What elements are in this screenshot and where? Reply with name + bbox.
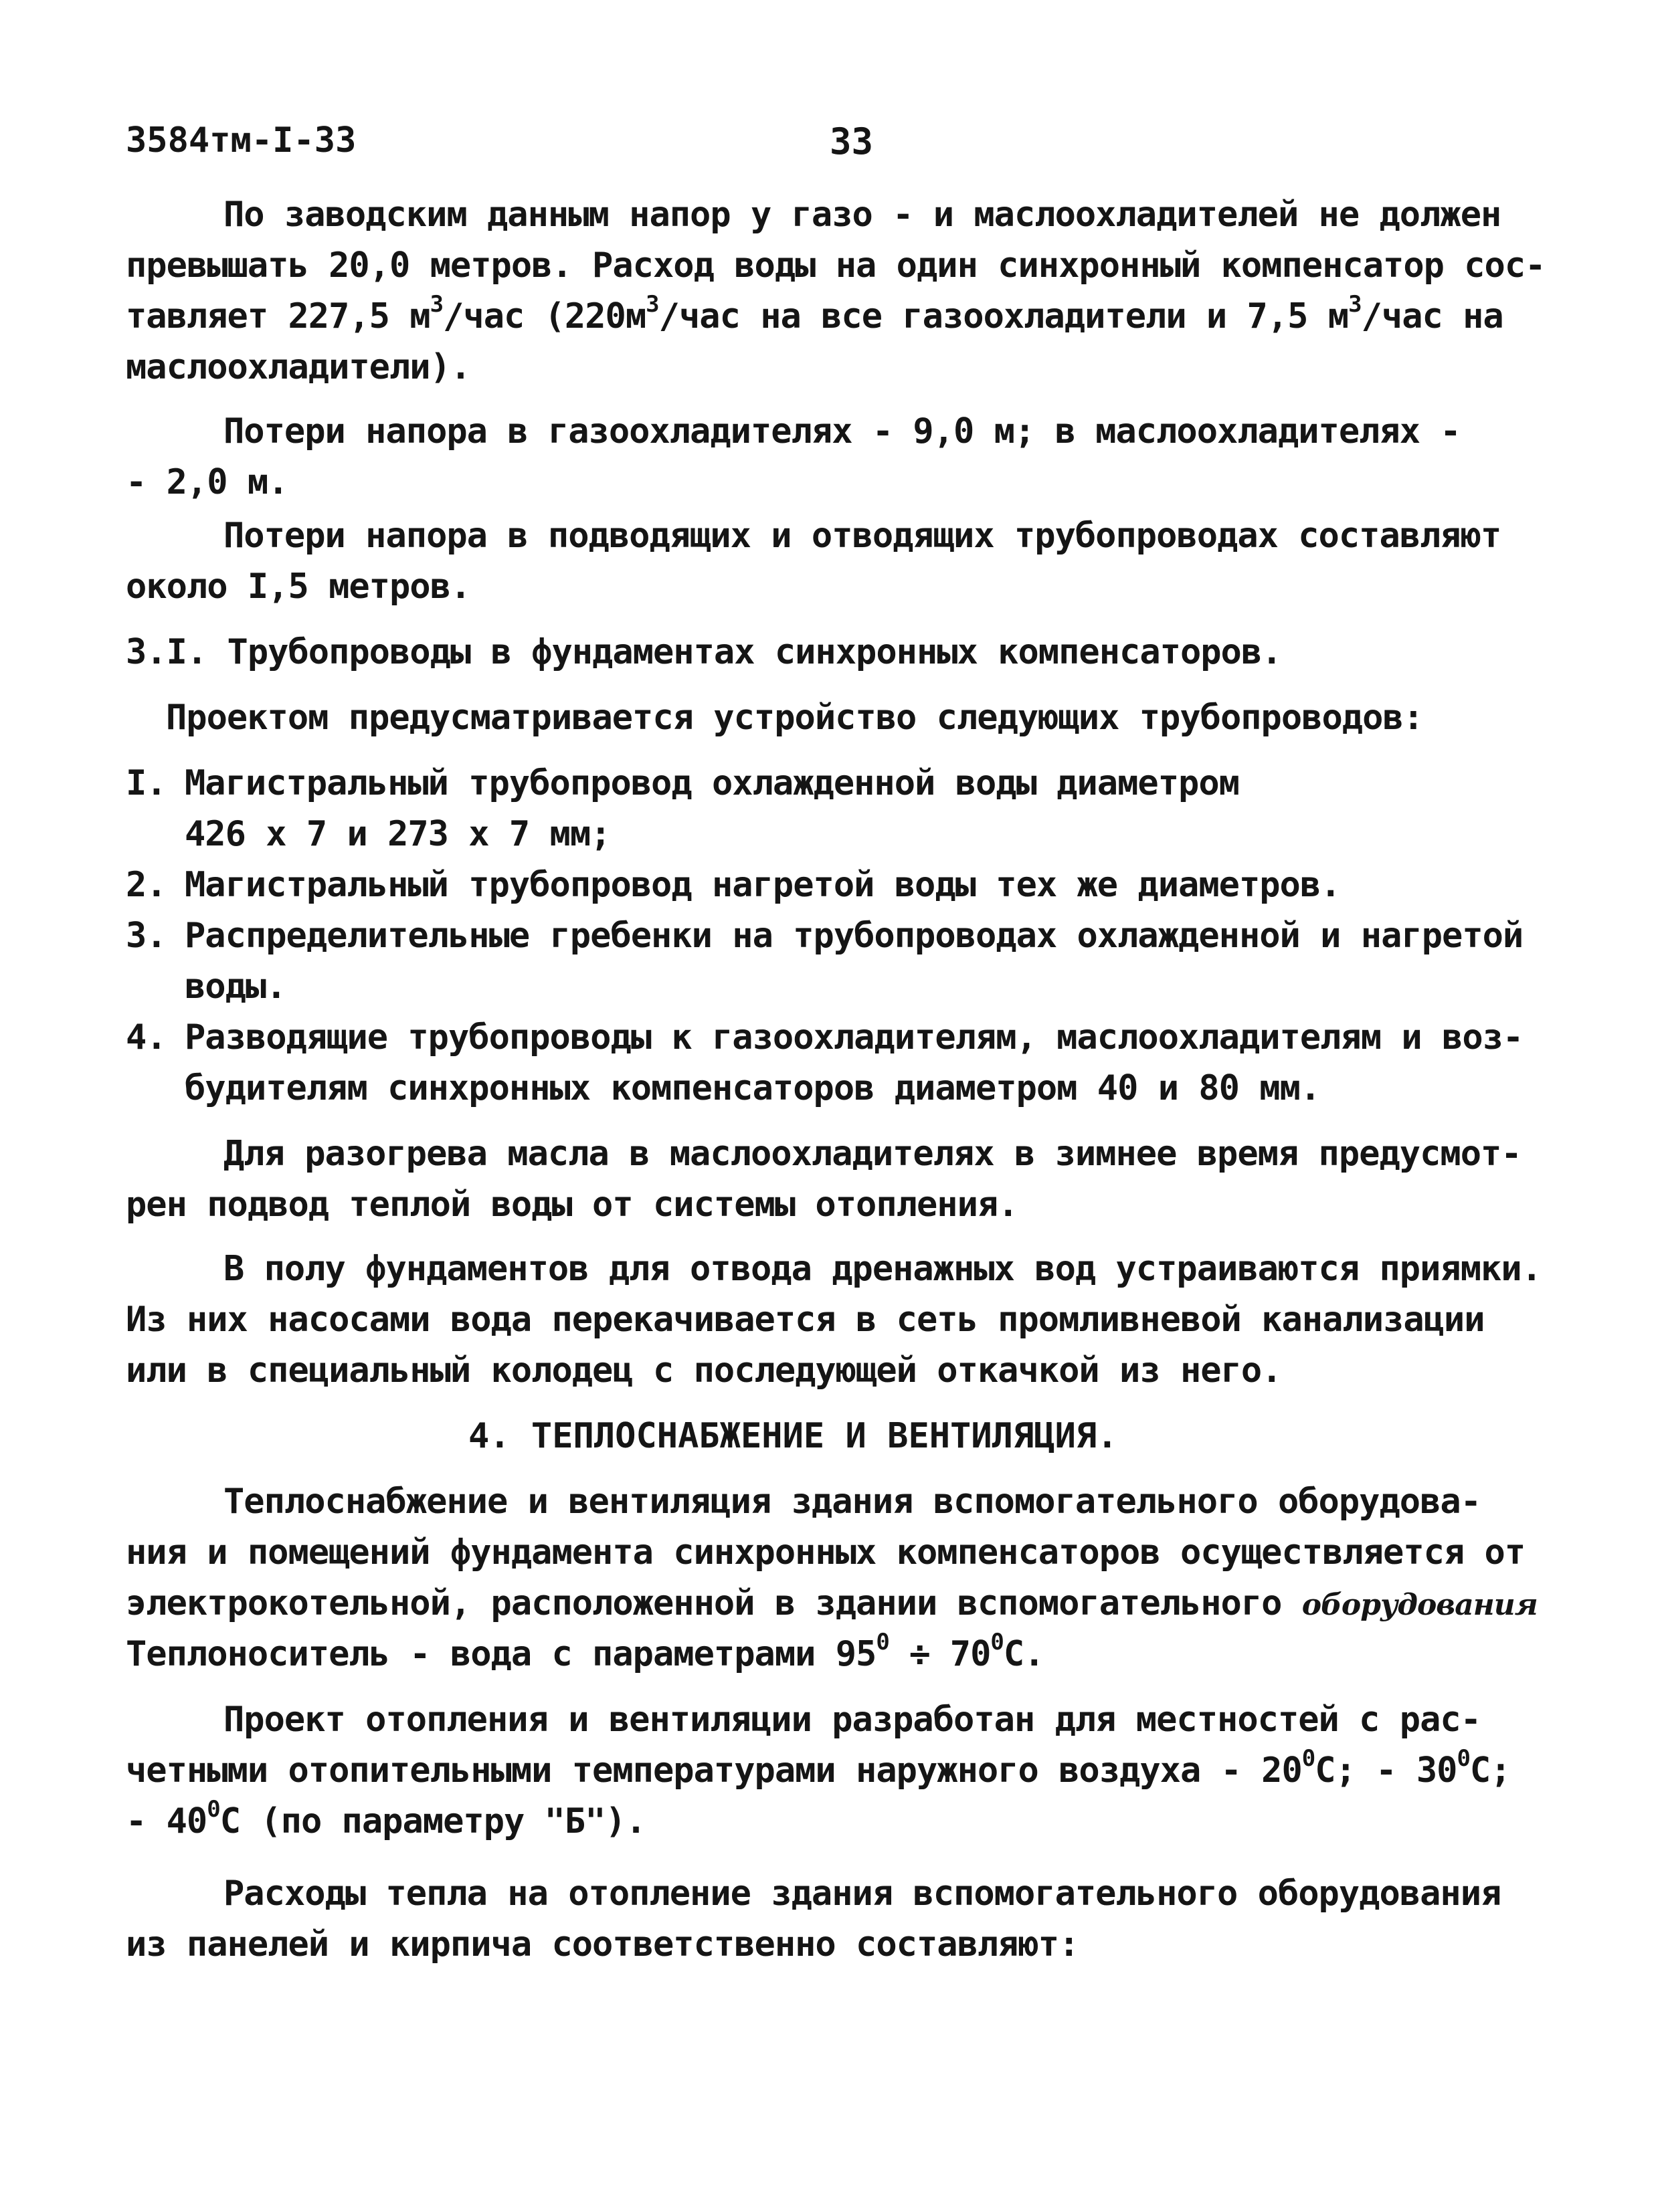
p1-line1: По заводским данным напор у газо - и маслоохладителей не должен bbox=[223, 195, 1501, 235]
s4-p3-line2: из панелей и кирпича соответственно составляют: bbox=[126, 1924, 1079, 1965]
s4-p1-line2: ния и помещений фундамента синхронных компенсаторов осуществляется от bbox=[126, 1532, 1526, 1573]
s4-p2-line2 bbox=[126, 1744, 1511, 1791]
s4-p2-line3-a: - 40 bbox=[126, 1801, 207, 1841]
s4-p1-line3-text: электрокотельной, расположенной в здании вспомогательного bbox=[126, 1583, 1282, 1623]
p4-line1: Для разогрева масла в маслоохладителях в зимнее время предусмот- bbox=[223, 1134, 1521, 1174]
list-item-2-line1: Магистральный трубопровод нагретой воды тех же диаметров. bbox=[185, 865, 1341, 905]
list-item-3-line1: Распределительные гребенки на трубопроводах охлажденной и нагретой bbox=[185, 916, 1524, 956]
list-item-1-line2: 426 х 7 и 273 х 7 мм; bbox=[185, 814, 611, 854]
page-number: 33 bbox=[830, 120, 874, 163]
s4-p2-line3-b: С (по параметру "Б"). bbox=[219, 1801, 646, 1841]
p1-line2: превышать 20,0 метров. Расход воды на один синхронный компенсатор сос- bbox=[126, 245, 1546, 286]
p1-line3 bbox=[126, 290, 1503, 337]
superscript: 0 bbox=[1301, 1744, 1315, 1772]
p5-line1: В полу фундаментов для отвода дренажных вод устраиваются приямки. bbox=[223, 1249, 1542, 1289]
p5-line3: или в специальный колодец с последующей откачкой из него. bbox=[126, 1350, 1282, 1391]
superscript: 3 bbox=[430, 290, 444, 318]
list-item-4-line1: Разводящие трубопроводы к газоохладителям, маслоохладителям и воз- bbox=[185, 1017, 1524, 1058]
superscript: 3 bbox=[1348, 290, 1362, 318]
list-item-1-num: I. bbox=[126, 763, 167, 803]
p1-line3-c: /час на все газоохладители и 7,5 м bbox=[658, 296, 1349, 336]
list-item-4-num: 4. bbox=[126, 1017, 167, 1058]
s4-p2-line1: Проект отопления и вентиляции разработан для местностей с рас- bbox=[223, 1700, 1481, 1740]
list-item-1-line1: Магистральный трубопровод охлажденной воды диаметром bbox=[185, 763, 1239, 803]
p2-line2: - 2,0 м. bbox=[126, 462, 288, 502]
s4-p2-line3 bbox=[126, 1795, 646, 1842]
p1-line3-a: тавляет 227,5 м bbox=[126, 296, 430, 336]
superscript: 0 bbox=[876, 1628, 889, 1655]
s4-p1-line3 bbox=[126, 1583, 1538, 1626]
superscript: 3 bbox=[646, 290, 659, 318]
list-item-3-num: 3. bbox=[126, 916, 167, 956]
document-code: 3584тм-I-33 bbox=[126, 120, 357, 161]
s4-p1-line4-a: Теплоноситель - вода с параметрами 95 bbox=[126, 1634, 877, 1674]
superscript: 0 bbox=[207, 1795, 220, 1823]
superscript: 0 bbox=[1457, 1744, 1470, 1772]
s4-p1-line4-b: ÷ 70 bbox=[889, 1634, 991, 1674]
p2-line1: Потери напора в газоохладителях - 9,0 м; в маслоохладителях - bbox=[223, 411, 1461, 451]
s4-p3-line1: Расходы тепла на отопление здания вспомогательного оборудования bbox=[223, 1874, 1501, 1914]
section-3-1-intro: Проектом предусматривается устройство следующих трубопроводов: bbox=[166, 698, 1424, 738]
p1-line3-d: /час на bbox=[1361, 296, 1503, 336]
s4-p2-line2-a: четными отопительными температурами наружного воздуха - 20 bbox=[126, 1750, 1302, 1791]
p1-line3-b: /час (220м bbox=[443, 296, 646, 336]
p3-line2: около I,5 метров. bbox=[126, 567, 471, 607]
list-item-2-num: 2. bbox=[126, 865, 167, 905]
s4-p1-line1: Теплоснабжение и вентиляция здания вспомогательного оборудова- bbox=[223, 1482, 1481, 1522]
s4-p1-line4 bbox=[126, 1628, 1044, 1675]
section-3-1-title: 3.I. Трубопроводы в фундаментах синхронных компенсаторов. bbox=[126, 632, 1282, 672]
p4-line2: рен подвод теплой воды от системы отопления. bbox=[126, 1185, 1018, 1225]
s4-p2-line2-c: С; bbox=[1469, 1750, 1511, 1791]
superscript: 0 bbox=[990, 1628, 1004, 1655]
s4-p1-line4-c: С. bbox=[1003, 1634, 1044, 1674]
list-item-4-line2: будителям синхронных компенсаторов диаметром 40 и 80 мм. bbox=[185, 1068, 1321, 1108]
p3-line1: Потери напора в подводящих и отводящих трубопроводах составляют bbox=[223, 516, 1501, 556]
p1-line4: маслоохладители). bbox=[126, 347, 471, 387]
s4-p2-line2-b: С; - 30 bbox=[1315, 1750, 1457, 1791]
handwritten-correction: оборудования bbox=[1301, 1588, 1538, 1622]
p5-line2: Из них насосами вода перекачивается в сеть промливневой канализации bbox=[126, 1300, 1485, 1340]
section-4-title: 4. ТЕПЛОСНАБЖЕНИЕ И ВЕНТИЛЯЦИЯ. bbox=[468, 1416, 1118, 1456]
list-item-3-line2: воды. bbox=[185, 967, 286, 1007]
